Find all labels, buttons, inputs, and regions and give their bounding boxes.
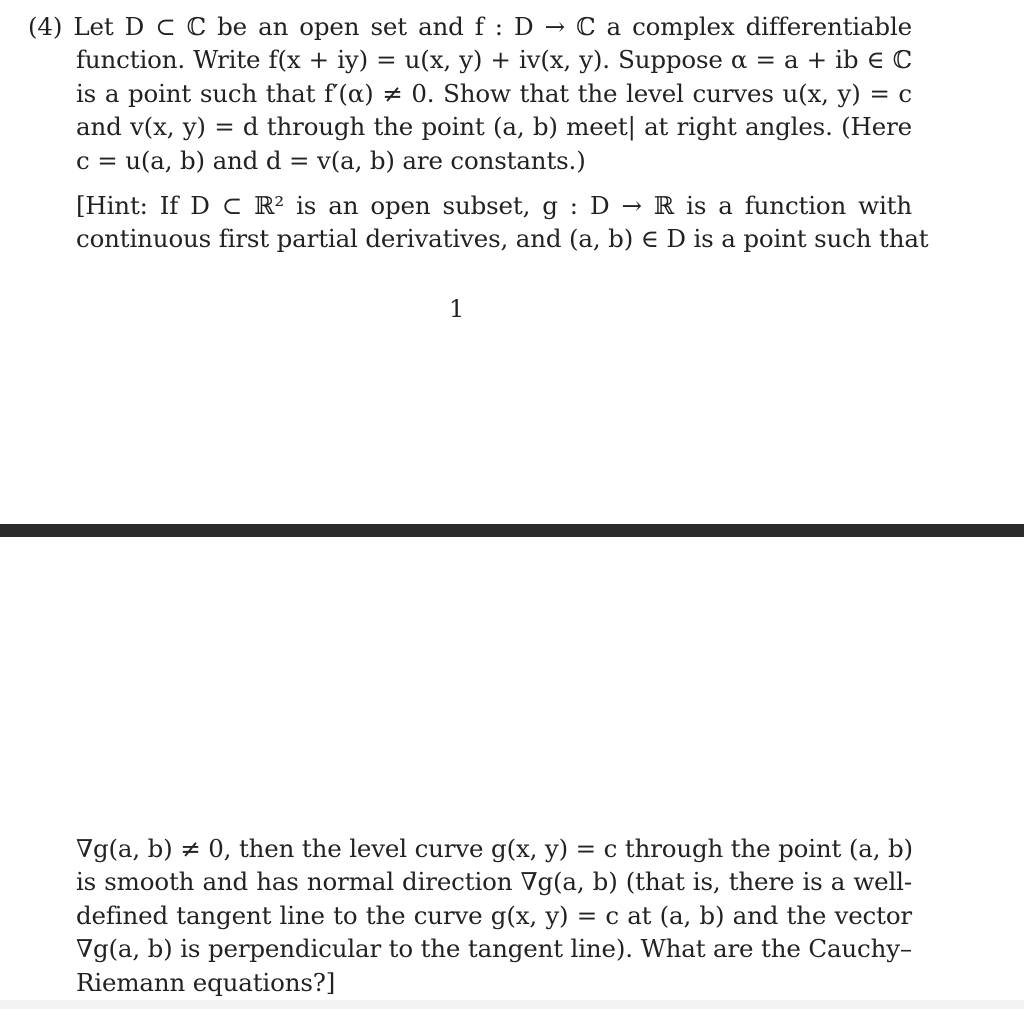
page-number: 1: [449, 295, 465, 323]
continuation-line-4: ∇g(a, b) is perpendicular to the tangent line). What are the Cauchy–: [76, 934, 913, 963]
problem-line-2: function. Write f(x + iy) = u(x, y) + iv(x, y). Suppose α = a + ib ∈ ℂ: [76, 45, 912, 74]
problem-line-4: and v(x, y) = d through the point (a, b) meet| at right angles. (Here: [76, 112, 912, 141]
continuation-line-2: is smooth and has normal direction ∇g(a, b) (that is, there is a well-: [76, 867, 912, 896]
bottom-strip: [0, 1000, 1024, 1009]
problem-line-5: c = u(a, b) and d = v(a, b) are constants.): [76, 146, 586, 175]
hint-line-2: continuous first partial derivatives, and (a, b) ∈ D is a point such that: [76, 224, 929, 253]
continuation-line-3: defined tangent line to the curve g(x, y) = c at (a, b) and the vector: [76, 901, 912, 930]
continuation-line-5: Riemann equations?]: [76, 968, 336, 997]
problem-line-3: is a point such that f′(α) ≠ 0. Show that the level curves u(x, y) = c: [76, 79, 912, 108]
problem-line-1: (4) Let D ⊂ ℂ be an open set and f : D → ℂ a complex differentiable: [28, 12, 912, 41]
page-break-separator: [0, 524, 1024, 537]
hint-line-1: [Hint: If D ⊂ ℝ² is an open subset, g : D → ℝ is a function with: [76, 191, 912, 220]
continuation-line-1: ∇g(a, b) ≠ 0, then the level curve g(x, y) = c through the point (a, b): [76, 834, 913, 863]
